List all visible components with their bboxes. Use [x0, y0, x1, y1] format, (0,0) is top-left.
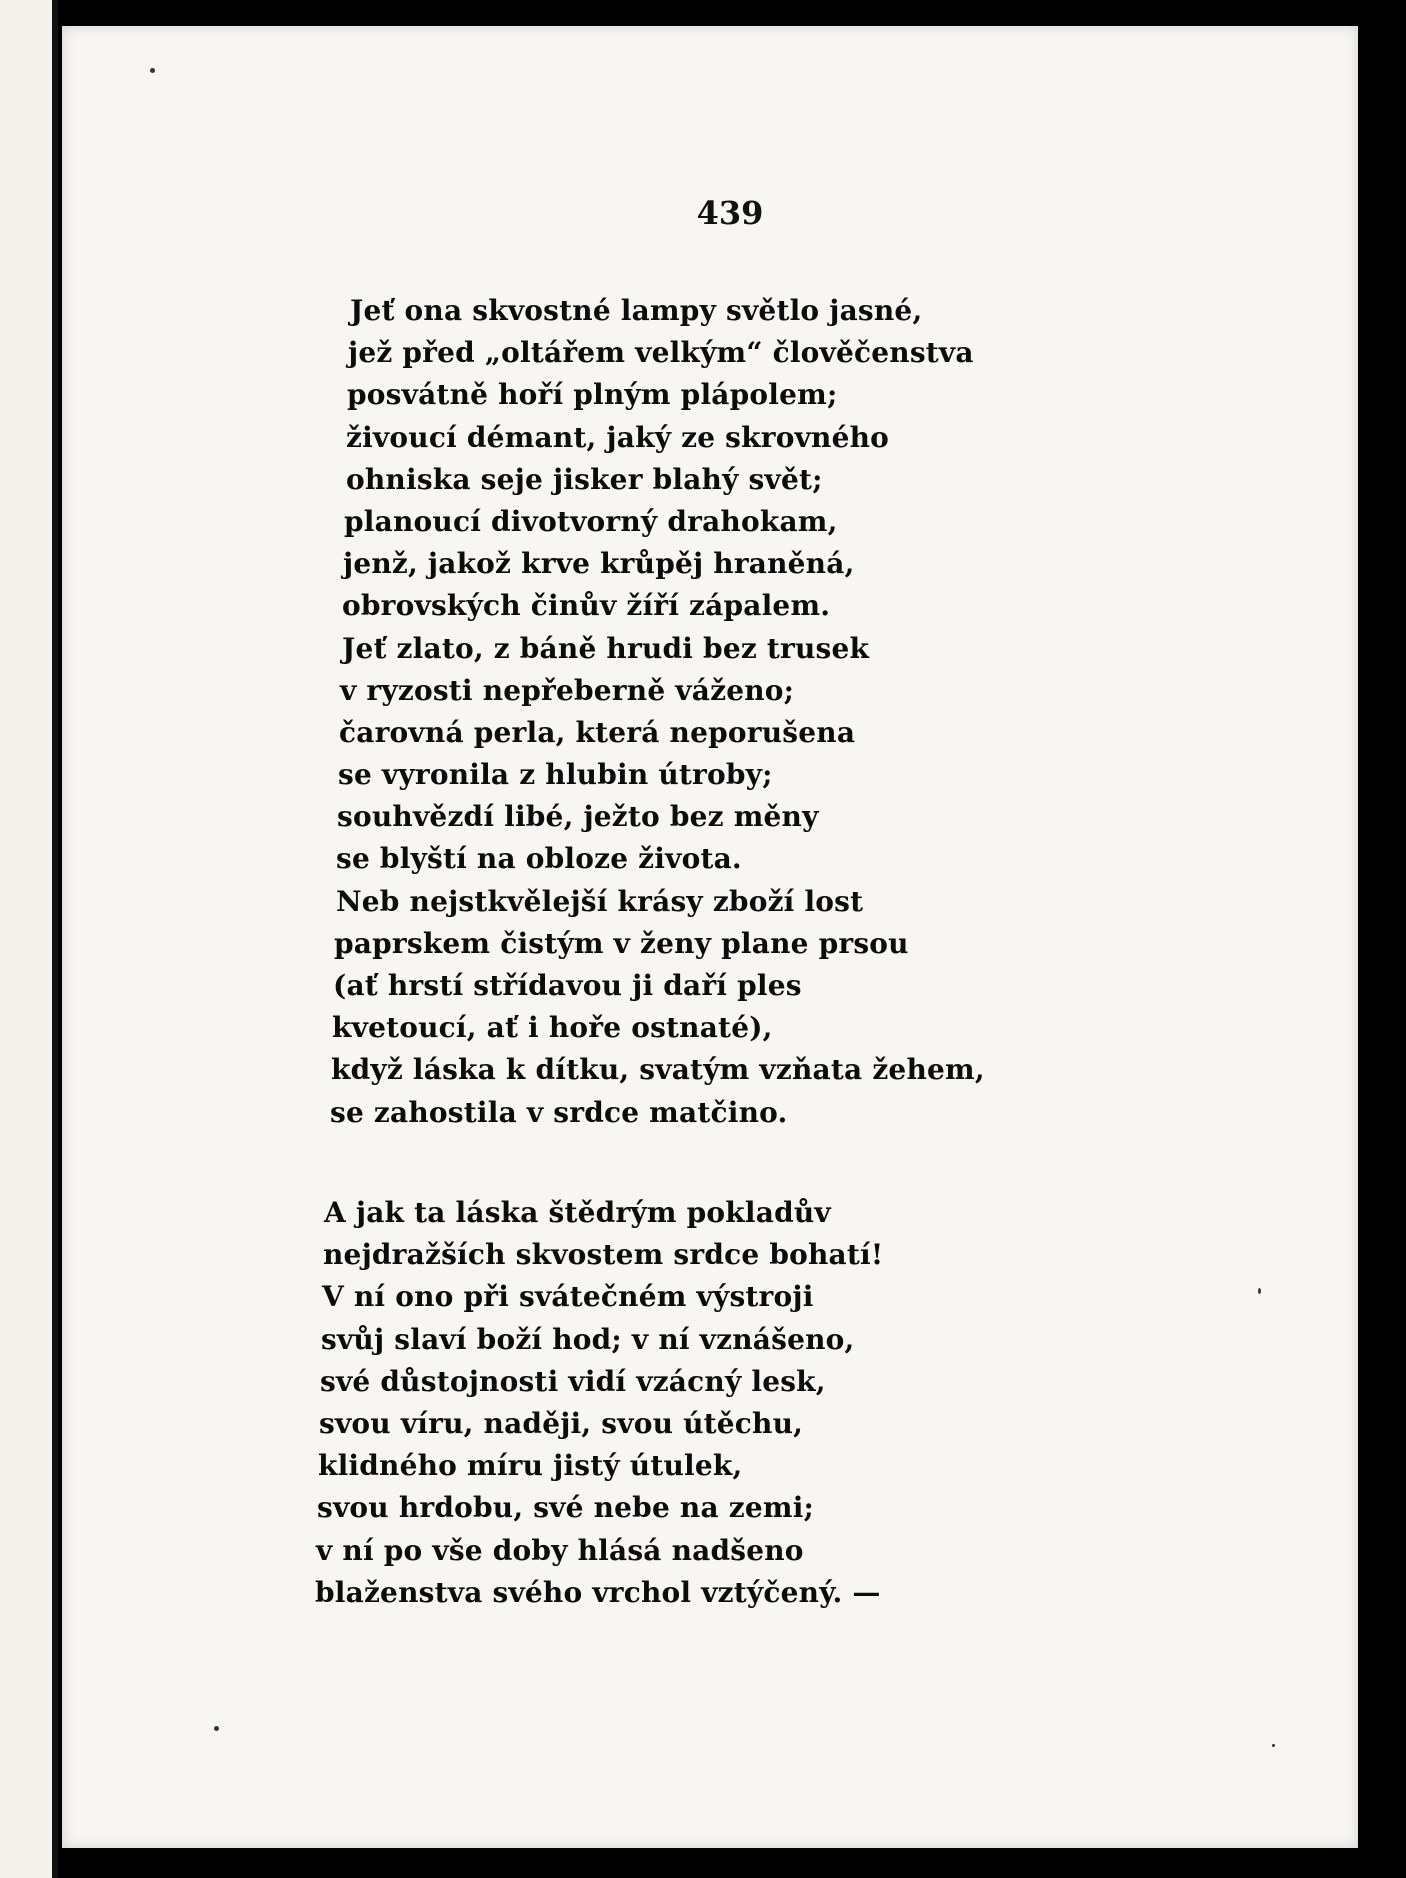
verse-line: V ní ono při svátečném výstroji	[322, 1280, 814, 1314]
verse-line: svou víru, naději, svou útěchu,	[319, 1406, 804, 1440]
stanza-1	[330, 290, 985, 1134]
verse-line: jež před „oltářem velkým“ člověčenstva	[348, 336, 974, 370]
verse-line: klidného míru jistý útulek,	[318, 1449, 743, 1483]
verse-line: blaženstva svého vrchol vztýčený. —	[315, 1575, 881, 1609]
print-speck	[214, 1726, 219, 1731]
stanza-2	[315, 1192, 884, 1614]
verse-line: se vyronila z hlubin útroby;	[338, 758, 773, 792]
verse-line: planoucí divotvorný drahokam,	[344, 504, 838, 538]
print-speck	[150, 68, 155, 73]
verse-line: v ní po vše doby hlásá nadšeno	[316, 1533, 804, 1567]
verse-line: Jeť ona skvostné lampy světlo jasné,	[350, 294, 923, 327]
verse-line: (ať hrstí střídavou ji daří ples	[333, 969, 802, 1002]
verse-line: A jak ta láska štědrým pokladův	[324, 1196, 831, 1229]
verse-line: Neb nejstkvělejší krásy zboží lost	[336, 884, 864, 918]
print-speck	[1258, 1288, 1261, 1294]
verse-line: jenž, jakož krve krůpěj hraněná,	[343, 547, 855, 581]
verse-line: souhvězdí libé, ježto bez měny	[337, 800, 819, 834]
verse-line: svou hrdobu, své nebe na zemi;	[317, 1491, 815, 1525]
verse-line: Jeť zlato, z báně hrudi bez trusek	[342, 631, 870, 665]
verse-line: když láska k dítku, svatým vzňata žehem,	[331, 1053, 985, 1087]
verse-line: se blyští na obloze života.	[336, 842, 742, 876]
verse-line: v ryzosti nepřeberně váženo;	[340, 673, 795, 707]
verse-line: se zahostila v srdce matčino.	[330, 1095, 788, 1129]
verse-line: paprskem čistým v ženy plane prsou	[334, 926, 909, 960]
verse-line: své důstojnosti vidí vzácný lesk,	[320, 1364, 826, 1398]
verse-line: kvetoucí, ať i hoře ostnaté),	[332, 1011, 773, 1045]
verse-line: živoucí démant, jaký ze skrovného	[346, 420, 890, 454]
previous-page-edge	[0, 0, 58, 1878]
verse-line: posvátně hoří plným plápolem;	[347, 378, 838, 412]
verse-line: čarovná perla, která neporušena	[339, 715, 856, 749]
verse-line: obrovských činův žíří zápalem.	[342, 589, 831, 623]
book-page	[62, 26, 1358, 1848]
verse-line: svůj slaví boží hod; v ní vznášeno,	[321, 1322, 855, 1356]
print-speck	[1272, 1744, 1275, 1747]
verse-line: ohniska seje jisker blahý svět;	[346, 462, 823, 496]
page-number: 439	[696, 194, 764, 232]
verse-line: nejdražších skvostem srdce bohatí!	[323, 1238, 884, 1272]
